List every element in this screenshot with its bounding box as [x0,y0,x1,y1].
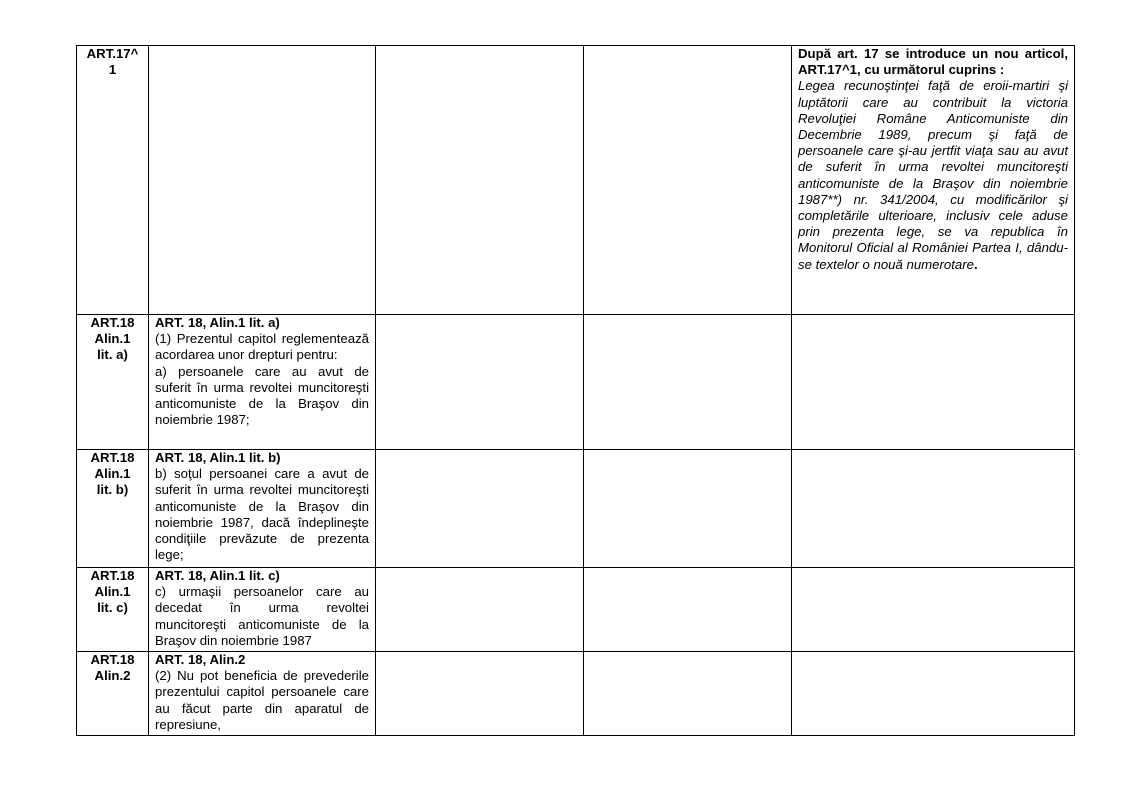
empty-cell [584,652,792,736]
article-label-line: ART.17^ [86,46,139,61]
amendments-table [76,45,1075,736]
table-row [77,652,1075,736]
empty-cell [584,450,792,568]
current-text-cell [149,652,376,736]
empty-cell [584,315,792,450]
empty-cell [376,652,584,736]
table-row [77,568,1075,652]
article-cell [77,315,149,450]
article-label-line: lit. a) [97,347,128,363]
current-text-paragraph: (1) Prezentul capitol reglementează acordarea unor drepturi pentru: [155,331,369,363]
article-label-line: Alin.2 [94,668,131,684]
article-label-line: lit. b) [96,482,129,498]
current-text-paragraph: a) persoanele care au avut de suferit în urma revoltei muncitoreşti anticomuniste de la Braşov din noiembrie 1987; [155,363,369,428]
current-text-heading: ART. 18, Alin.2 [155,652,246,667]
article-cell [77,450,149,568]
empty-cell [376,46,584,315]
article-label-line: ART.18 [90,450,135,465]
proposal-heading: După art. 17 se introduce un nou articol, ART.17^1, cu următorul cuprins : [798,46,1068,78]
article-label-line: 1 [108,62,117,78]
empty-cell [584,46,792,315]
table-row [77,450,1075,568]
empty-cell [376,450,584,568]
current-text-cell [149,450,376,568]
empty-cell [376,315,584,450]
proposal-text: Legea recunoştinţei faţă de eroii-martiri şi luptătorii care au contribuit la victoria Revoluţiei Române Anticomuniste din Decembrie 1989, precum şi faţă de persoanele care şi-au jertfit viaţa sau au avut de suferit în urma revoltei muncitoreşti anticomuniste de la Braşov din noiembrie 1987**) nr. 341/2004, cu modificărilor şi completările ulterioare, inclusiv cele aduse prin prezenta lege, se va republica în Monitorul Oficial al României Partea I, dându-se textelor o nouă numerotare [798,78,1068,272]
article-label-line: ART.18 [90,315,135,330]
proposal-cell [792,46,1075,315]
proposal-cell [792,450,1075,568]
current-text-paragraph: c) urmaşii persoanelor care au decedat în urma revoltei muncitoreşti anticomuniste de la Braşov din noiembrie 1987 [155,584,369,648]
article-label-line: Alin.1 [94,331,131,347]
article-label-line: Alin.1 [94,584,131,600]
article-label-line: Alin.1 [94,466,131,482]
current-text-cell [149,46,376,315]
proposal-cell [792,568,1075,652]
current-text-paragraph: (2) Nu pot beneficia de prevederile prezentului capitol persoanele care au făcut parte din aparatul de represiune, [155,668,369,732]
table-row [77,46,1075,315]
table-row [77,315,1075,450]
article-label-line: ART.18 [90,568,135,583]
empty-cell [584,568,792,652]
current-text-cell [149,315,376,450]
empty-cell [376,568,584,652]
current-text-heading: ART. 18, Alin.1 lit. a) [155,315,280,330]
article-cell [77,46,149,315]
proposal-cell [792,315,1075,450]
article-label-line: ART.18 [90,652,135,667]
article-label-line: lit. c) [97,600,128,616]
current-text-heading: ART. 18, Alin.1 lit. c) [155,568,280,583]
current-text-paragraph: b) soţul persoanei care a avut de suferit în urma revoltei muncitoreşti anticomuniste de la Braşov din noiembrie 1987, dacă îndeplineşte condiţiile prevăzute de prezenta lege; [155,466,369,563]
current-text-heading: ART. 18, Alin.1 lit. b) [155,450,281,465]
proposal-cell [792,652,1075,736]
article-cell [77,652,149,736]
article-cell [77,568,149,652]
proposal-end: . [973,256,978,272]
current-text-cell [149,568,376,652]
